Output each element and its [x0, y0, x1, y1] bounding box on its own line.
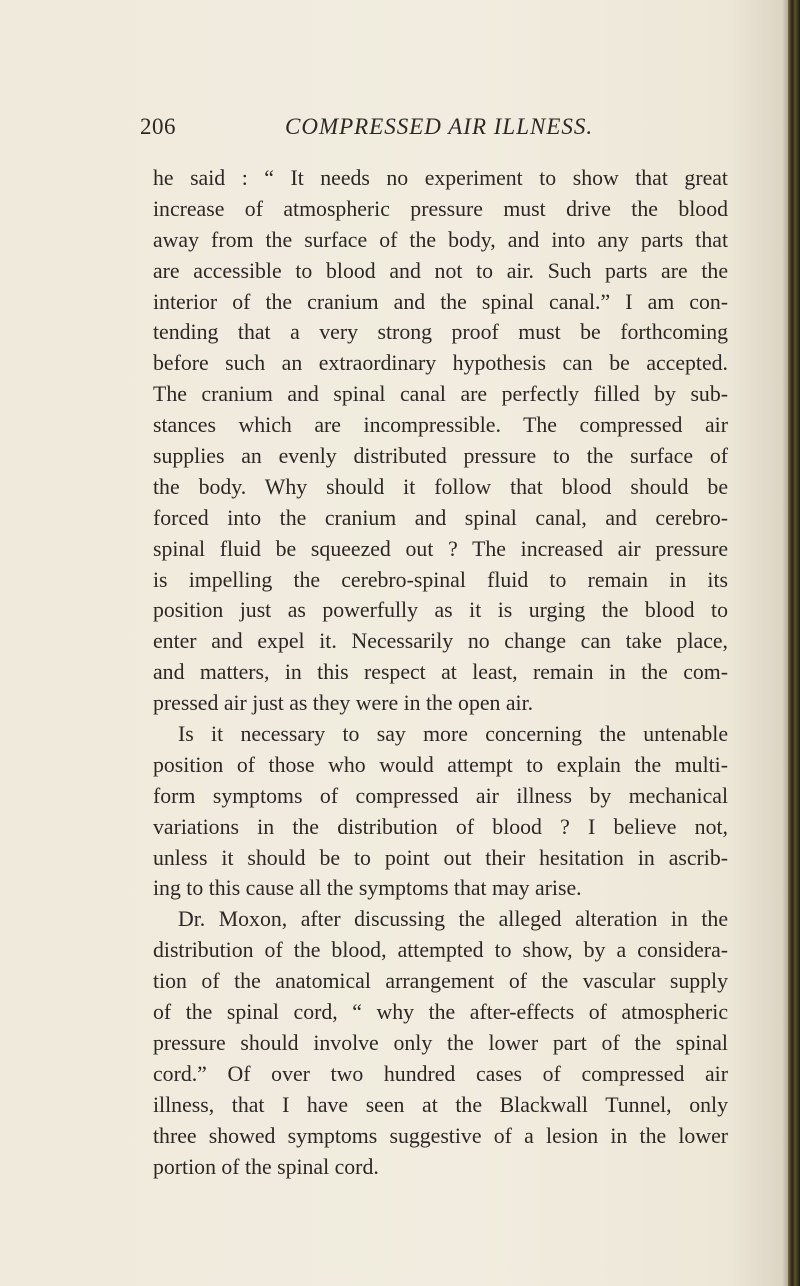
page-number: 206: [140, 114, 176, 139]
running-head: [140, 114, 730, 144]
text-line: ing to this cause all the symptoms that may arise.: [153, 876, 582, 901]
text-line: position just as powerfully as it is urging the blood to: [153, 598, 728, 623]
text-line: cord.” Of over two hundred cases of compressed air: [153, 1061, 728, 1086]
text-line: unless it should be to point out their hesitation in ascrib-: [153, 845, 728, 870]
text-line: illness, that I have seen at the Blackwall Tunnel, only: [153, 1092, 728, 1117]
text-line: position of those who would attempt to explain the multi-: [153, 752, 728, 777]
text-line: distribution of the blood, attempted to show, by a considera-: [153, 938, 728, 963]
text-line: The cranium and spinal canal are perfectly filled by sub-: [153, 382, 728, 407]
text-line: variations in the distribution of blood ? I believe not,: [153, 814, 728, 839]
text-line: and matters, in this respect at least, remain in the com-: [153, 660, 728, 685]
text-line: spinal fluid be squeezed out ? The increased air pressure: [153, 536, 728, 561]
text-line: he said : “ It needs no experiment to show that great: [153, 166, 728, 190]
text-line: interior of the cranium and the spinal canal.” I am con-: [153, 289, 728, 314]
text-line: increase of atmospheric pressure must drive the blood: [153, 196, 728, 221]
text-line: pressure should involve only the lower part of the spinal: [153, 1030, 728, 1055]
running-head-title: COMPRESSED AIR ILLNESS.: [285, 114, 594, 139]
text-line: of the spinal cord, “ why the after-effects of atmospheric: [153, 1000, 728, 1025]
text-line: are accessible to blood and not to air. Such parts are the: [153, 258, 728, 283]
text-line: three showed symptoms suggestive of a lesion in the lower: [153, 1123, 728, 1148]
text-line: pressed air just as they were in the open air.: [153, 691, 534, 716]
book-spine-edge: [788, 0, 800, 1286]
text-line: portion of the spinal cord.: [153, 1154, 379, 1179]
body-text: [153, 163, 728, 1182]
text-line: Dr. Moxon, after discussing the alleged alteration in the: [178, 907, 728, 932]
text-line: tion of the anatomical arrangement of the vascular supply: [153, 969, 728, 994]
text-line: forced into the cranium and spinal canal, and cerebro-: [153, 505, 728, 530]
text-line: supplies an evenly distributed pressure to the surface of: [153, 444, 728, 469]
text-line: is impelling the cerebro-spinal fluid to remain in its: [153, 567, 728, 592]
text-line: Is it necessary to say more concerning the untenable: [178, 722, 728, 747]
text-line: before such an extraordinary hypothesis can be accepted.: [153, 351, 728, 376]
text-line: the body. Why should it follow that blood should be: [153, 474, 728, 499]
text-line: stances which are incompressible. The compressed air: [153, 413, 728, 438]
text-line: away from the surface of the body, and into any parts that: [153, 227, 728, 252]
text-line: enter and expel it. Necessarily no change can take place,: [153, 629, 728, 654]
text-line: form symptoms of compressed air illness by mechanical: [153, 783, 728, 808]
text-line: tending that a very strong proof must be forthcoming: [153, 320, 728, 345]
